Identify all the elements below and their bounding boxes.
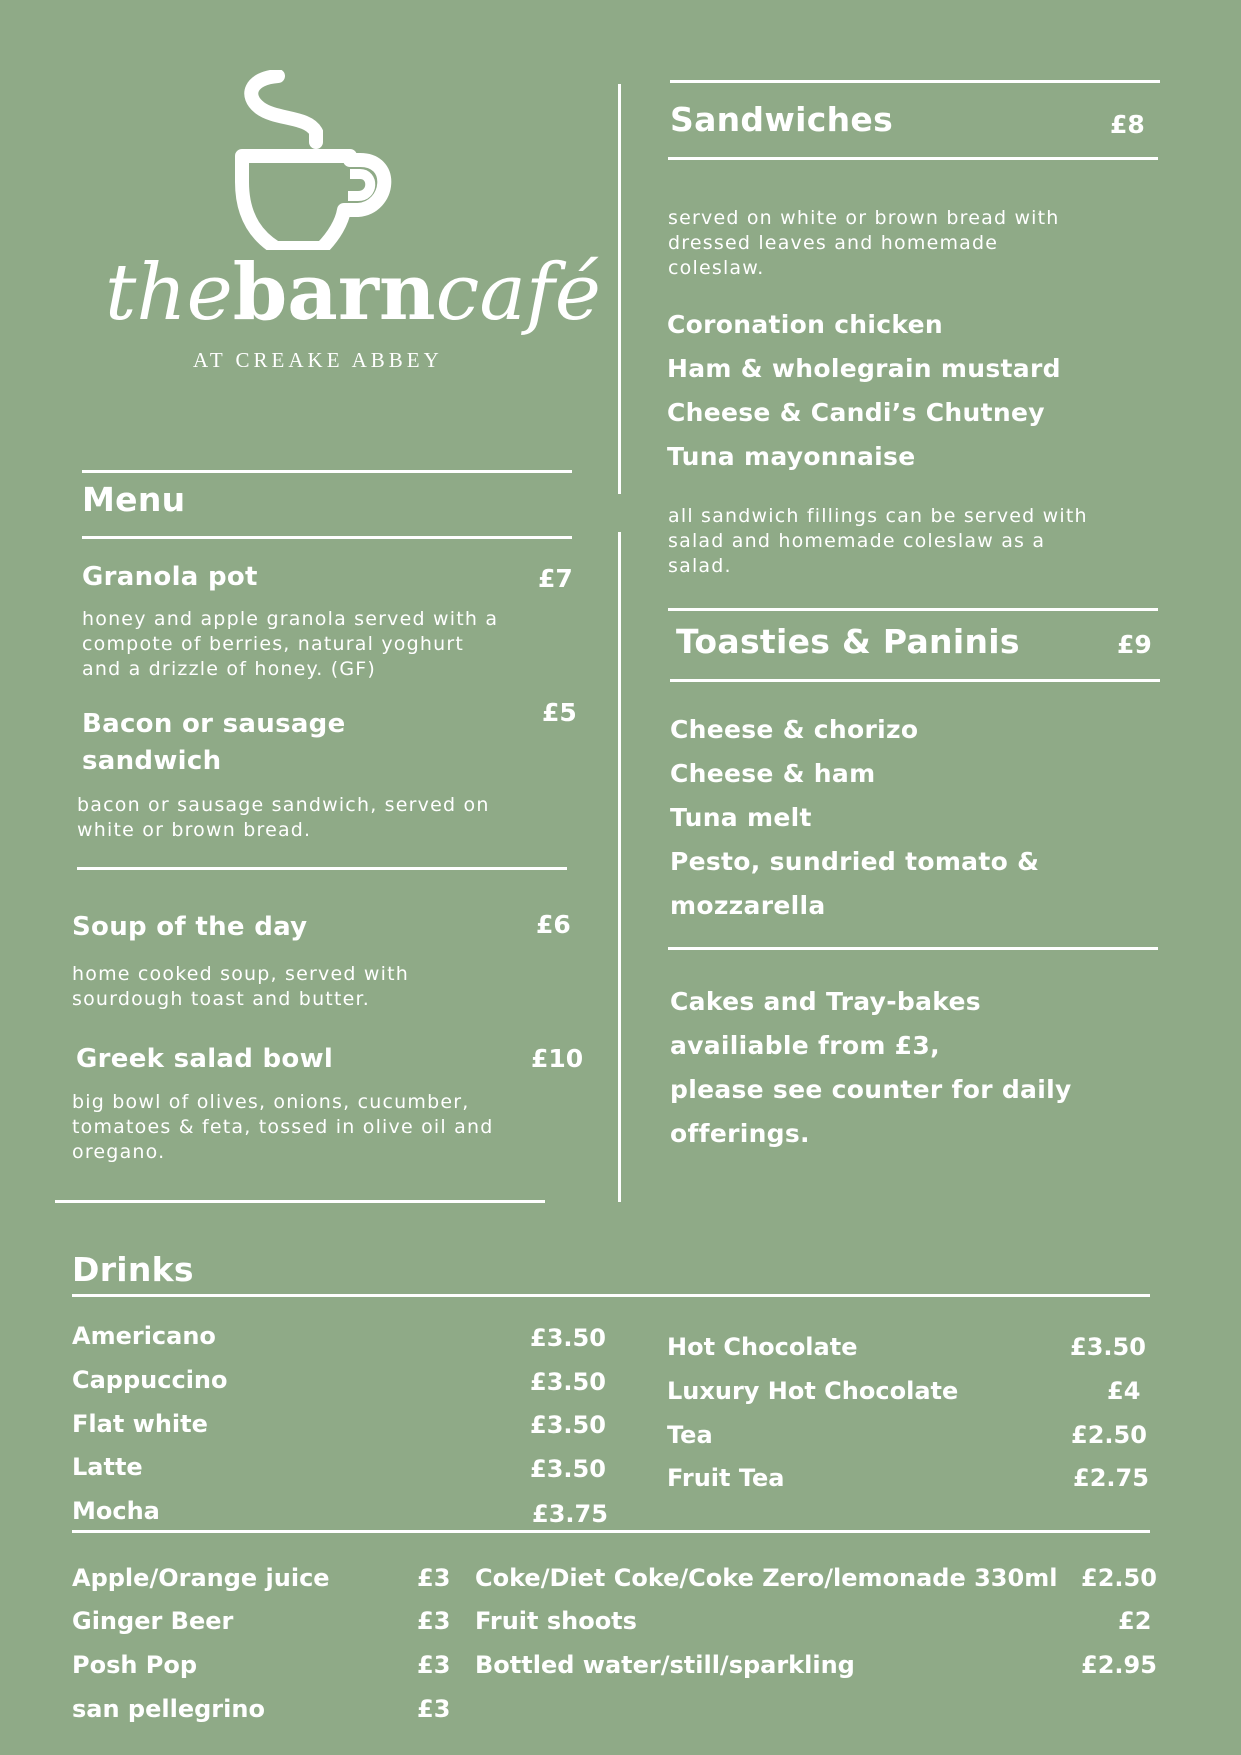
menu-item-desc: home cooked soup, served with sourdough toast and butter. bbox=[72, 963, 409, 1010]
logo-wordmark bbox=[105, 248, 601, 359]
list-item: Cheese & Candi’s Chutney bbox=[667, 398, 1045, 427]
menu-item-price: £7 bbox=[538, 564, 573, 593]
divider bbox=[670, 80, 1160, 83]
menu-item-price: £5 bbox=[542, 698, 577, 727]
drinks-heading: Drinks bbox=[72, 1250, 194, 1289]
vertical-divider bbox=[618, 84, 621, 494]
divider bbox=[668, 157, 1158, 160]
menu-item-name: Greek salad bowl bbox=[76, 1044, 334, 1074]
list-item: Cheese & ham bbox=[670, 759, 876, 788]
menu-item-desc: big bowl of olives, onions, cucumber, tomatoes & feta, tossed in olive oil and oregano. bbox=[72, 1091, 494, 1163]
cakes-line: availiable from £3, bbox=[670, 1031, 940, 1060]
cakes-block bbox=[670, 980, 1072, 1156]
drink-price: £3 bbox=[417, 1564, 451, 1592]
drink-name: Luxury Hot Chocolate bbox=[667, 1377, 959, 1405]
drink-name: Ginger Beer bbox=[72, 1607, 234, 1635]
drink-price: £3.50 bbox=[530, 1324, 606, 1352]
drink-name: Latte bbox=[72, 1453, 143, 1481]
divider bbox=[668, 947, 1158, 950]
drink-price: £3.50 bbox=[530, 1455, 606, 1483]
drink-name: Hot Chocolate bbox=[667, 1333, 858, 1361]
drink-name: Flat white bbox=[72, 1410, 208, 1438]
drink-price: £3.75 bbox=[532, 1500, 608, 1528]
divider bbox=[670, 679, 1160, 682]
cakes-line: offerings. bbox=[670, 1119, 810, 1148]
menu-item-desc: honey and apple granola served with a compote of berries, natural yoghurt and a drizzle of honey. (GF) bbox=[82, 608, 499, 680]
list-item: mozzarella bbox=[670, 891, 826, 920]
drink-name: Apple/Orange juice bbox=[72, 1564, 330, 1592]
divider bbox=[77, 867, 567, 870]
list-item: Pesto, sundried tomato & bbox=[670, 847, 1040, 876]
menu-item-price: £6 bbox=[536, 910, 571, 939]
drink-price: £3 bbox=[417, 1607, 451, 1635]
drink-price: £3.50 bbox=[530, 1411, 606, 1439]
drink-price: £2 bbox=[1118, 1607, 1152, 1635]
list-item: Cheese & chorizo bbox=[670, 715, 919, 744]
drink-price: £3.50 bbox=[1070, 1333, 1146, 1361]
drink-price: £2.50 bbox=[1081, 1564, 1157, 1592]
drink-price: £2.95 bbox=[1081, 1651, 1157, 1679]
list-item: Coronation chicken bbox=[667, 310, 944, 339]
drink-price: £2.50 bbox=[1071, 1421, 1147, 1449]
toasties-price: £9 bbox=[1117, 630, 1152, 659]
drink-name: Americano bbox=[72, 1322, 216, 1350]
divider bbox=[72, 1294, 1150, 1297]
list-item: Tuna mayonnaise bbox=[667, 442, 916, 471]
sandwich-list bbox=[667, 303, 1061, 479]
logo-cafe: café bbox=[435, 248, 601, 338]
menu-item-desc: bacon or sausage sandwich, served on white or brown bread. bbox=[77, 794, 490, 841]
menu-heading: Menu bbox=[82, 480, 186, 519]
drink-name: san pellegrino bbox=[72, 1695, 265, 1723]
divider bbox=[82, 470, 572, 473]
menu-item-price: £10 bbox=[531, 1044, 584, 1073]
drink-name: Tea bbox=[667, 1421, 713, 1449]
menu-item-name: Granola pot bbox=[82, 562, 258, 592]
drink-name: Fruit Tea bbox=[667, 1464, 785, 1492]
drink-price: £4 bbox=[1107, 1377, 1141, 1405]
drink-name: Coke/Diet Coke/Coke Zero/lemonade 330ml bbox=[475, 1564, 1058, 1592]
list-item: Ham & wholegrain mustard bbox=[667, 354, 1061, 383]
drink-price: £2.75 bbox=[1073, 1464, 1149, 1492]
divider bbox=[72, 1530, 1150, 1533]
cakes-line: Cakes and Tray-bakes bbox=[670, 987, 981, 1016]
sandwiches-heading: Sandwiches bbox=[670, 100, 894, 139]
drink-name: Mocha bbox=[72, 1497, 160, 1525]
list-item: Tuna melt bbox=[670, 803, 812, 832]
drink-name: Bottled water/still/sparkling bbox=[475, 1651, 855, 1679]
cakes-line: please see counter for daily bbox=[670, 1075, 1072, 1104]
drink-name: Posh Pop bbox=[72, 1651, 198, 1679]
drink-name: Fruit shoots bbox=[475, 1607, 637, 1635]
drink-name: Cappuccino bbox=[72, 1366, 228, 1394]
vertical-divider bbox=[618, 532, 621, 1202]
sandwiches-note: all sandwich fillings can be served with salad and homemade coleslaw as a salad. bbox=[668, 505, 1088, 577]
logo-the: the bbox=[105, 248, 233, 338]
drink-price: £3 bbox=[417, 1651, 451, 1679]
drink-price: £3 bbox=[417, 1695, 451, 1723]
logo-subtitle: AT CREAKE ABBEY bbox=[193, 348, 443, 372]
menu-item-name: Soup of the day bbox=[72, 912, 308, 942]
drink-price: £3.50 bbox=[530, 1368, 606, 1396]
menu-item-name: Bacon or sausage sandwich bbox=[82, 709, 346, 776]
toasties-heading: Toasties & Paninis bbox=[676, 622, 1020, 661]
coffee-cup-logo-icon bbox=[230, 70, 420, 250]
sandwiches-price: £8 bbox=[1110, 110, 1145, 139]
divider bbox=[668, 608, 1158, 611]
divider bbox=[82, 536, 572, 539]
sandwiches-desc: served on white or brown bread with dressed leaves and homemade coleslaw. bbox=[668, 207, 1060, 279]
toasties-list bbox=[670, 708, 1039, 928]
logo-barn: barn bbox=[232, 247, 436, 338]
divider bbox=[55, 1200, 545, 1203]
